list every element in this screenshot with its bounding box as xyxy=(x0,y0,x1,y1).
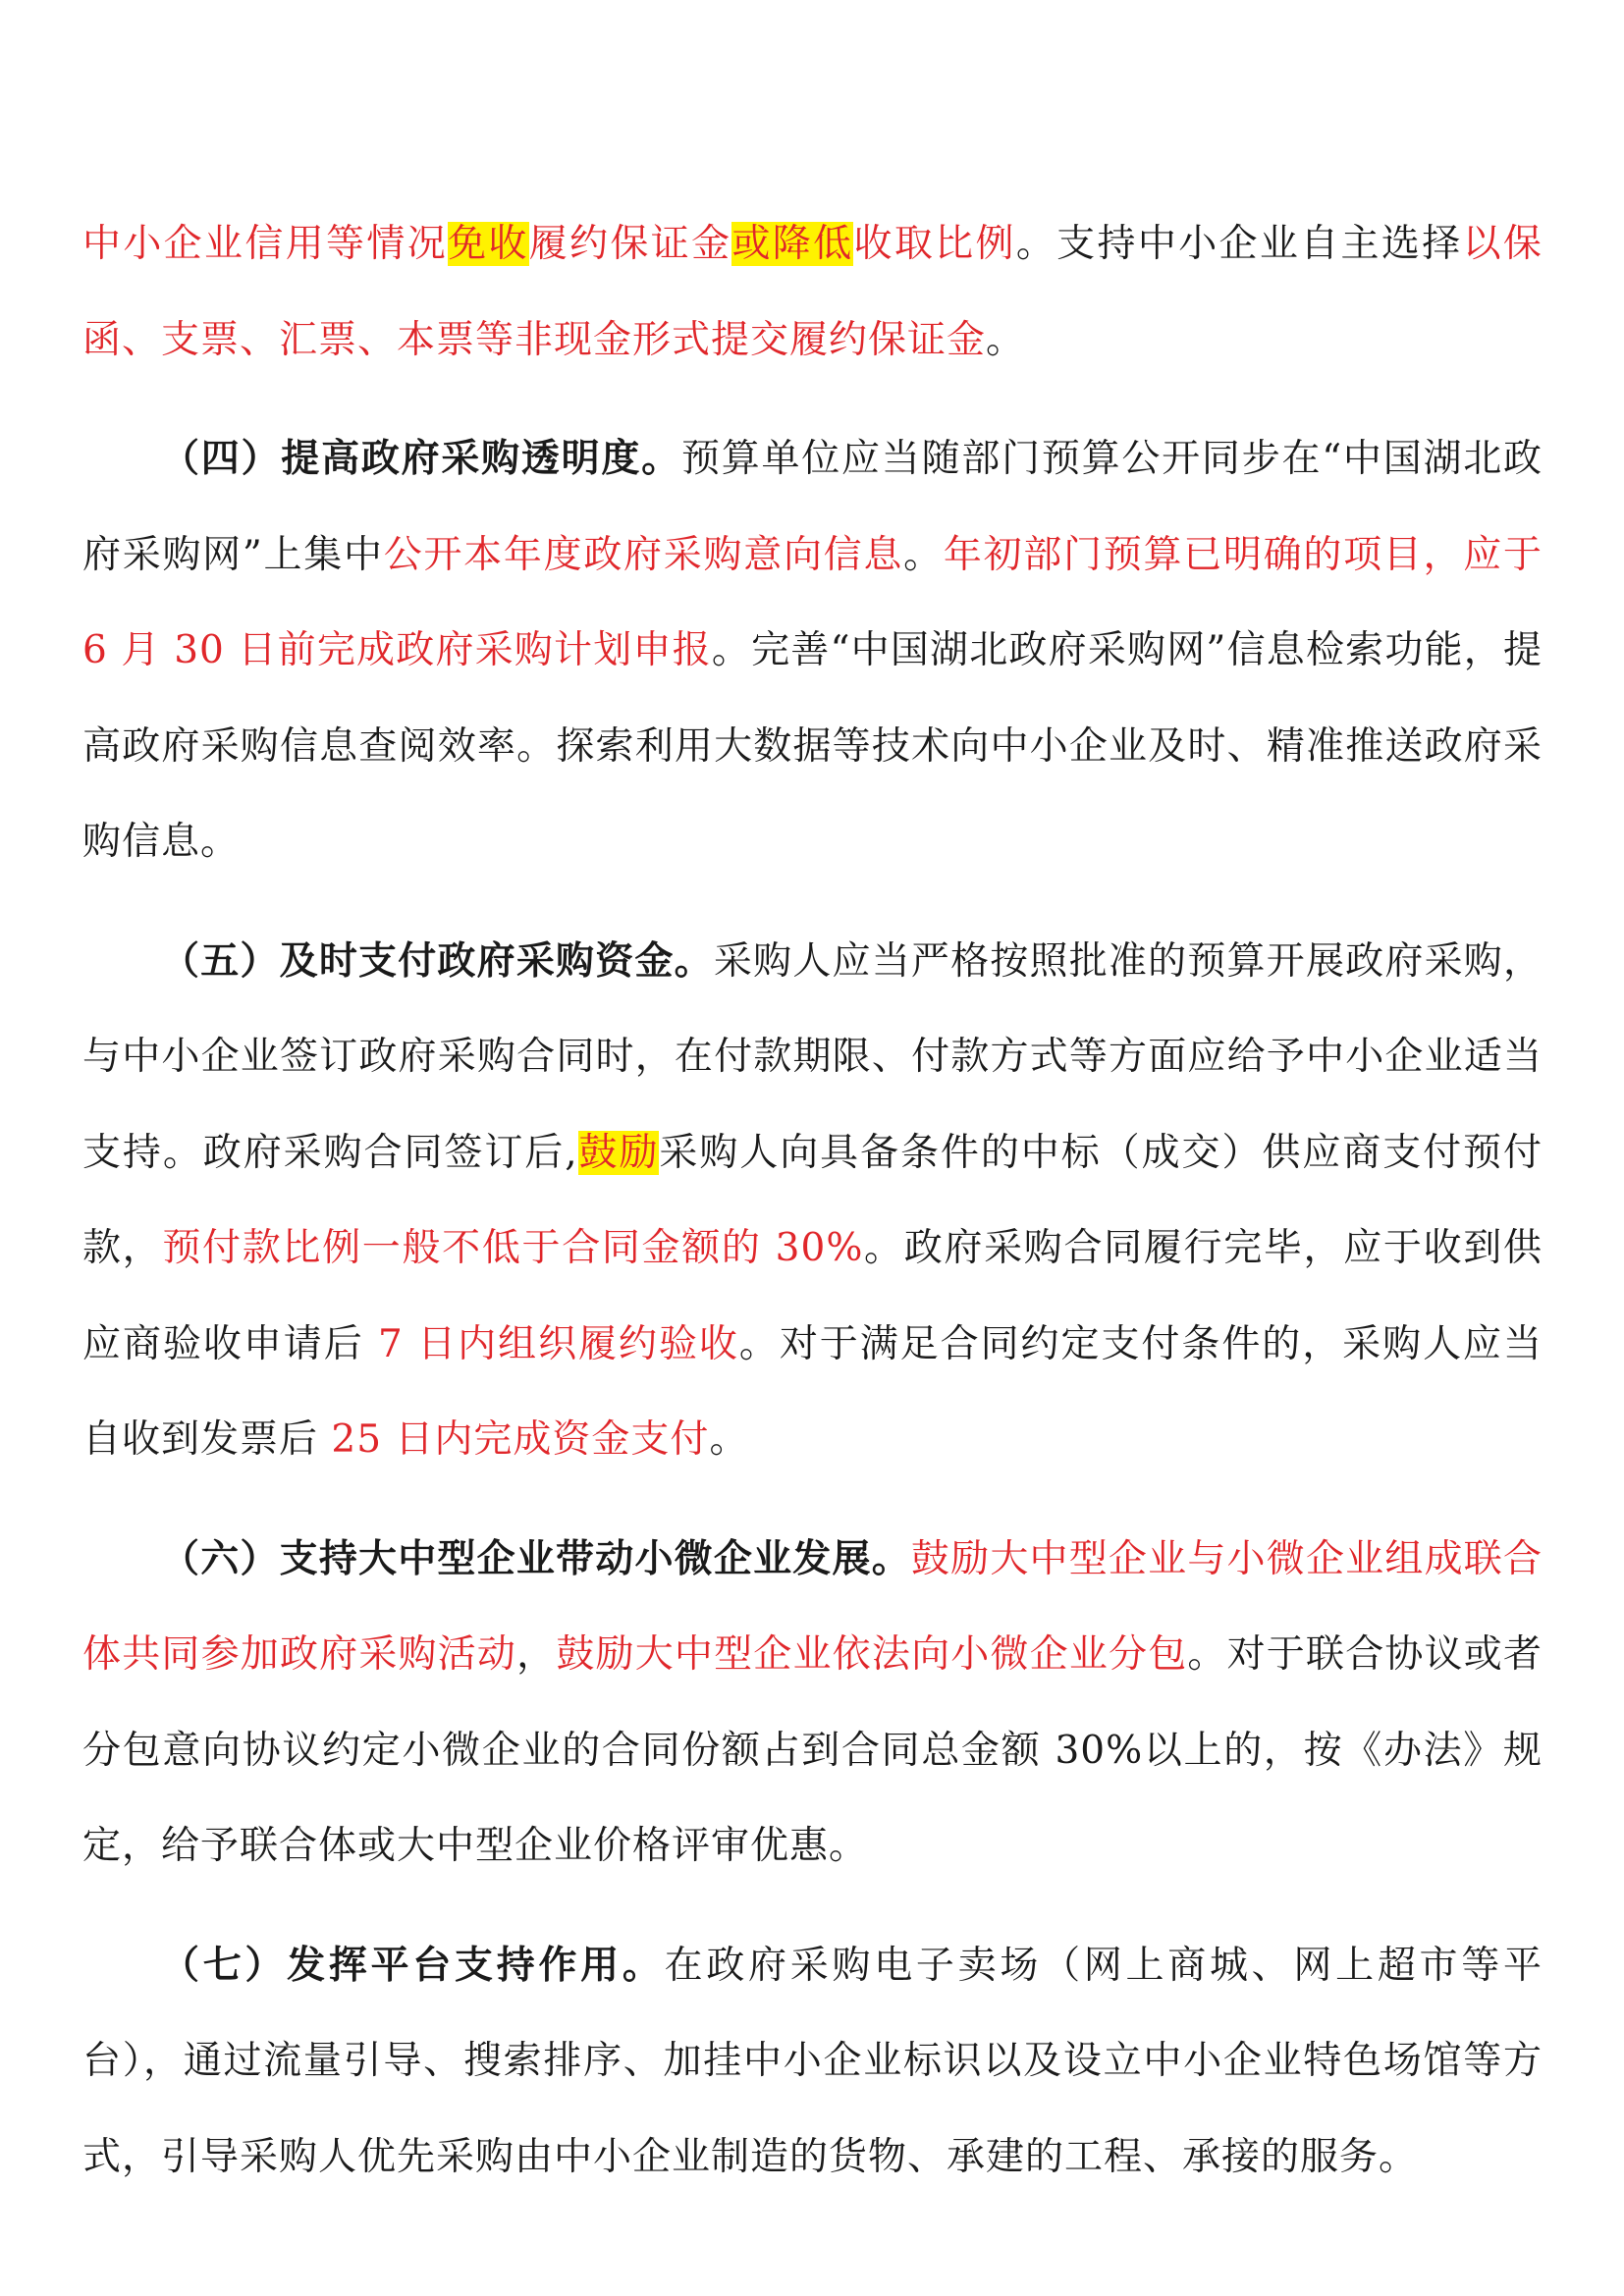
paragraph-large-small-enterprise xyxy=(82,1512,1543,1895)
emphasized-text: 鼓励大中型企业依法向小微企业分包 xyxy=(556,1632,1188,1677)
emphasized-text: 鼓励大中型企业与小微企业组成联合体共同参加政府采购活动 xyxy=(82,1536,1543,1677)
section-heading: （五）及时支付政府采购资金。 xyxy=(161,937,714,984)
emphasized-text: 25 日内完成资金支付 xyxy=(331,1417,710,1462)
text-run: 。 xyxy=(986,317,1026,362)
text-run: 。对于满足合同约定支付条件的，采购人应当自收到发票后 xyxy=(82,1321,1543,1462)
text-run: 。完善“中国湖北政府采购网”信息检索功能，提高政府采购信息查阅效率。探索利用大数据等技术向中小企业及时、精准推送政府采购信息。 xyxy=(82,628,1543,864)
emphasized-text: 公开本年度政府采购意向信息 xyxy=(383,532,904,577)
section-heading: （六）支持大中型企业带动小微企业发展。 xyxy=(161,1535,911,1581)
text-run: 。支持中小企业自主选择 xyxy=(1015,222,1463,266)
text-run: 。对于联合协议或者分包意向协议约定小微企业的合同份额占到合同总金额 30%以上的，按《办法》规定，给予联合体或大中型企业价格评审优惠。 xyxy=(82,1632,1543,1868)
emphasized-text: 7 日内组织履约验收 xyxy=(378,1321,739,1366)
text-run: 。 xyxy=(709,1417,749,1462)
emphasized-text: 以保函、支票、汇票、本票等非现金形式提交履约保证金 xyxy=(82,222,1543,362)
text-run: 预算单位应当随部门预算公开同步在“中国湖北政府采购网”上集中 xyxy=(82,437,1543,577)
emphasized-text: 中小企业信用等情况 xyxy=(82,222,449,266)
highlighted-text: 或降低 xyxy=(731,222,854,266)
emphasized-text: 年初部门预算已明确的项目，应于 6 月 30 日前完成政府采购计划申报 xyxy=(82,532,1543,672)
section-heading: （四）提高政府采购透明度。 xyxy=(161,436,681,481)
highlighted-text: 免收 xyxy=(448,222,529,266)
paragraph-transparency xyxy=(82,411,1543,890)
paragraph-platform-support xyxy=(82,1918,1543,2206)
emphasized-text: 预付款比例一般不低于合同金额的 30% xyxy=(162,1226,864,1270)
emphasized-text: 收取比例 xyxy=(853,222,1016,266)
section-heading: （七）发挥平台支持作用。 xyxy=(161,1942,665,1988)
document-page xyxy=(82,196,1543,2228)
text-run: 在政府采购电子卖场（网上商城、网上超市等平台），通过流量引导、搜索排序、加挂中小企业标识以及设立中小企业特色场馆等方式，引导采购人优先采购由中小企业制造的货物、承建的工程、承接的服务。 xyxy=(82,1943,1543,2179)
text-run: ， xyxy=(516,1632,557,1677)
text-run: 采购人应当严格按照批准的预算开展政府采购，与中小企业签订政府采购合同时，在付款期限、付款方式等方面应给予中小企业适当支持。政府采购合同签订后, xyxy=(82,938,1543,1175)
paragraph-continuation xyxy=(82,196,1543,388)
emphasized-text: 履约保证金 xyxy=(528,222,732,266)
text-run: 。政府采购合同履行完毕，应于收到供应商验收申请后 xyxy=(82,1226,1543,1366)
highlighted-text: 鼓励 xyxy=(577,1130,660,1175)
text-run: 。 xyxy=(903,532,944,577)
paragraph-payment xyxy=(82,914,1543,1488)
text-run: 采购人向具备条件的中标（成交）供应商支付预付款， xyxy=(82,1130,1543,1270)
